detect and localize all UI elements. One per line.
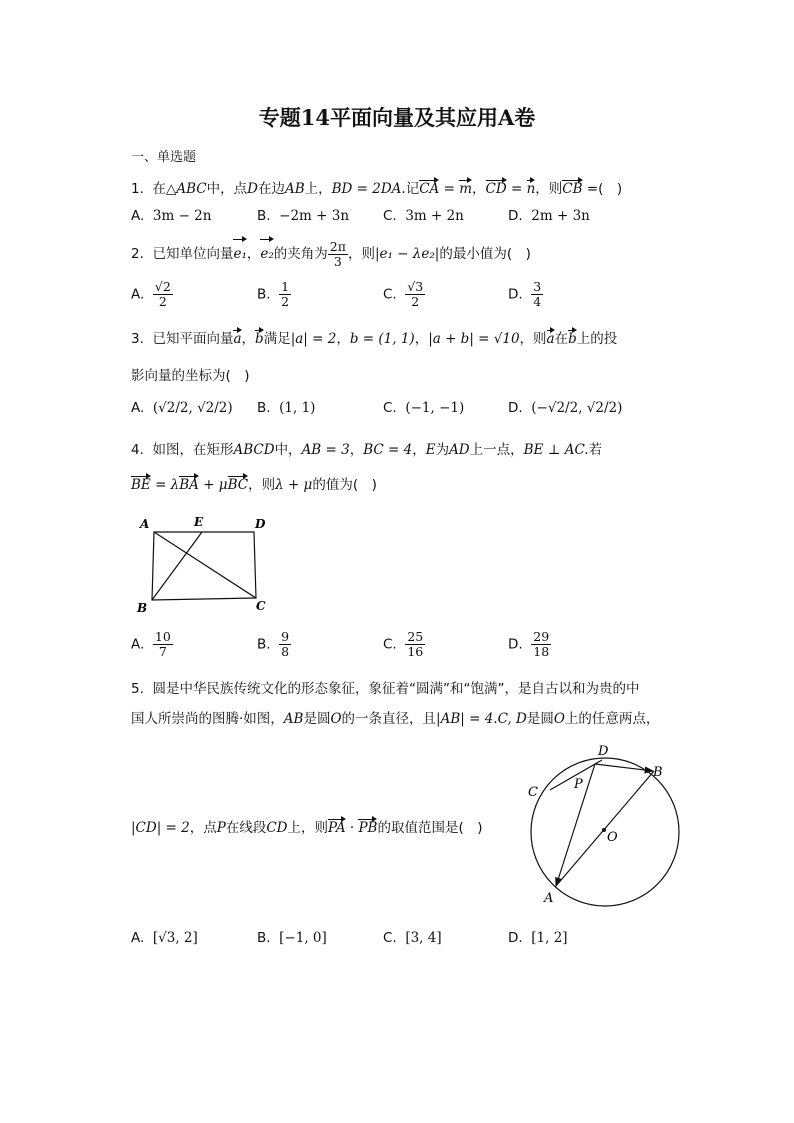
frac-num: 25 xyxy=(407,629,424,644)
q1-text: ，则 xyxy=(535,181,563,197)
q4-point-e: E xyxy=(425,442,436,458)
vector-pb xyxy=(595,764,653,771)
frac-num: √2 xyxy=(154,279,171,294)
q1-option-b[interactable] xyxy=(257,208,349,224)
q3-sep: ， xyxy=(241,331,256,347)
option-label: B. xyxy=(257,286,271,303)
q1-triangle: △ABC xyxy=(165,181,207,197)
q3-text: ，则 xyxy=(519,331,547,347)
q4-ab: AB = 3 xyxy=(301,442,350,458)
q4-text: 的值为( ) xyxy=(312,477,377,493)
q4-plus: + μ xyxy=(198,477,228,493)
q4-eq: = λ xyxy=(150,477,180,493)
q3-sum: |a + b| = √10 xyxy=(428,331,520,347)
label-b: B xyxy=(653,765,663,780)
option-value: [3, 4] xyxy=(405,930,442,946)
frac-num: 29 xyxy=(533,629,550,644)
question-3 xyxy=(131,327,617,347)
option-label: C. xyxy=(383,208,397,224)
q5-option-a[interactable] xyxy=(131,930,198,946)
q5-vector-pb: PB xyxy=(358,820,378,836)
circle-o xyxy=(531,758,679,906)
q5-text: 上，则 xyxy=(287,820,328,836)
q5-text: 圆是中华民族传统文化的形态象征，象征着“圆满”和“饱满”，是自古以和为贵的中 xyxy=(152,681,640,697)
label-b: B xyxy=(137,601,148,615)
frac-den: 8 xyxy=(281,644,290,659)
q3-line-2: 影向量的坐标为( ) xyxy=(131,368,250,384)
label-c: C xyxy=(256,599,266,613)
q5-p: P xyxy=(216,820,226,836)
frac-den: 4 xyxy=(533,294,542,309)
q1-text: 上， xyxy=(304,181,332,197)
option-label: A. xyxy=(131,208,145,224)
q3-option-b[interactable] xyxy=(257,400,315,416)
q5-option-d[interactable] xyxy=(508,930,568,946)
frac-num: 3 xyxy=(533,279,542,294)
q1-vector-cb: CB xyxy=(562,181,583,197)
option-value: (−1, −1) xyxy=(405,400,465,416)
frac-num: 9 xyxy=(281,629,290,644)
q5-o: O xyxy=(553,711,565,727)
q1-text: 中，点 xyxy=(206,181,248,197)
frac-den: 2 xyxy=(411,294,420,309)
q2-vector-e2: e₂ xyxy=(260,238,273,268)
label-c: C xyxy=(528,785,538,800)
option-label: D. xyxy=(508,208,523,224)
option-value: 3m − 2n xyxy=(152,208,212,224)
option-value: 3m + 2n xyxy=(405,208,464,224)
q4-rectangle-figure xyxy=(130,510,280,616)
q5-text: 是圆 xyxy=(303,711,331,727)
q2-option-b[interactable] xyxy=(257,280,291,309)
q5-text: 是圆 xyxy=(526,711,554,727)
q2-text: ，则 xyxy=(347,246,375,262)
option-label: A. xyxy=(131,400,145,416)
option-label: D. xyxy=(508,930,523,946)
frac-den: 16 xyxy=(407,644,424,659)
q1-tail: =( ) xyxy=(582,181,623,197)
question-number: 3. xyxy=(131,331,144,347)
segment-be xyxy=(152,532,202,600)
q4-lambda-mu: λ + μ xyxy=(275,477,313,493)
option-value: −2m + 3n xyxy=(279,208,350,224)
q1-vector-ca: CA xyxy=(419,181,440,197)
frac-num: 2π xyxy=(329,238,346,254)
q5-o: O xyxy=(330,711,342,727)
q4-vector-be: BE xyxy=(131,477,151,493)
q2-sep: ， xyxy=(246,246,261,262)
q2-option-a[interactable] xyxy=(131,280,173,309)
option-label: A. xyxy=(131,930,145,946)
q1-point-d: D xyxy=(247,181,258,197)
option-fraction xyxy=(405,630,425,659)
option-label: D. xyxy=(508,286,523,303)
q5-text: 在线段 xyxy=(225,820,267,836)
q2-angle xyxy=(328,240,348,269)
frac-den: 3 xyxy=(333,253,342,269)
option-value: [1, 2] xyxy=(531,930,568,946)
rectangle-outline xyxy=(152,532,256,600)
q5-circle-figure xyxy=(520,738,700,908)
option-label: C. xyxy=(383,400,397,416)
q4-text: 上一点， xyxy=(469,442,524,458)
question-1 xyxy=(131,177,622,197)
q5-line-3 xyxy=(131,816,483,836)
center-dot xyxy=(602,828,606,832)
option-fraction xyxy=(153,280,173,309)
question-number: 4. xyxy=(131,442,144,458)
label-d: D xyxy=(598,744,609,759)
q3-text: 在 xyxy=(554,331,569,347)
frac-den: 2 xyxy=(281,294,290,309)
q1-option-a[interactable] xyxy=(131,208,211,224)
q5-cd-condition: |CD| = 2 xyxy=(131,820,190,836)
section-heading: 一、单选题 xyxy=(131,150,197,165)
q4-text: 若 xyxy=(588,442,603,458)
q5-text: ，点 xyxy=(189,820,217,836)
label-e: E xyxy=(194,515,204,529)
option-label: A. xyxy=(131,636,145,653)
q5-option-c[interactable] xyxy=(383,930,442,946)
q5-vector-pa: PA xyxy=(327,820,346,836)
q3-text: 满足 xyxy=(263,331,291,347)
frac-den: 7 xyxy=(158,644,167,659)
q4-vector-ba: BA xyxy=(179,477,199,493)
option-label: D. xyxy=(508,636,523,653)
q1-segment-ab: AB xyxy=(284,181,305,197)
label-o: O xyxy=(607,830,618,845)
option-label: D. xyxy=(508,400,523,416)
frac-den: 2 xyxy=(158,294,167,309)
option-fraction xyxy=(531,630,551,659)
diagonal-ac xyxy=(154,532,256,598)
q5-text: 上的任意两点， xyxy=(564,711,660,727)
q3-vector-a: a xyxy=(546,331,555,347)
label-a: A xyxy=(544,891,554,906)
q2-vector-e1: e₁ xyxy=(233,238,246,268)
option-label: C. xyxy=(383,636,397,653)
frac-num: 1 xyxy=(281,279,290,294)
q2-text: 的夹角为 xyxy=(273,246,328,262)
option-label: B. xyxy=(257,208,271,224)
q1-eq: = xyxy=(506,181,527,197)
q4-line-2 xyxy=(131,473,377,493)
question-2 xyxy=(131,238,531,269)
q2-text: 已知单位向量 xyxy=(152,246,234,262)
option-value: (√2/2, √2/2) xyxy=(152,400,233,416)
q3-text: 已知平面向量 xyxy=(152,331,234,347)
q1-vector-n: n xyxy=(526,181,536,197)
option-value: 2m + 3n xyxy=(531,208,590,224)
option-label: B. xyxy=(257,930,271,946)
q5-option-b[interactable] xyxy=(257,930,327,946)
option-label: C. xyxy=(383,286,397,303)
q3-option-a[interactable] xyxy=(131,400,233,416)
label-d: D xyxy=(255,517,266,531)
q1-condition: BD = 2DA. xyxy=(331,181,406,197)
option-label: A. xyxy=(131,286,145,303)
option-label: B. xyxy=(257,636,271,653)
option-fraction xyxy=(531,280,543,309)
q5-text: 的取值范围是( ) xyxy=(377,820,483,836)
q3-b-value: b = (1, 1) xyxy=(349,331,415,347)
q4-perp: BE ⊥ AC. xyxy=(523,442,589,458)
q1-option-d[interactable] xyxy=(508,208,590,224)
label-a: A xyxy=(140,517,150,531)
q1-eq: = xyxy=(439,181,460,197)
option-value: [√3, 2] xyxy=(152,930,198,946)
q3-option-c[interactable] xyxy=(383,400,464,416)
q5-text: 国人所崇尚的图腾·如图， xyxy=(131,711,284,727)
q2-expression: |e₁ − λe₂| xyxy=(374,246,440,262)
q4-text: 如图，在矩形 xyxy=(152,442,234,458)
q5-text: 的一条直径，且 xyxy=(341,711,437,727)
q1-vector-m: m xyxy=(459,181,473,197)
q4-vector-bc: BC xyxy=(227,477,249,493)
q3-vector-b: b xyxy=(568,331,577,347)
q5-condition: |AB| = 4.C, D xyxy=(436,711,527,727)
q4-text: ，则 xyxy=(248,477,276,493)
q3-vector-b: b xyxy=(255,331,264,347)
question-number: 2. xyxy=(131,246,144,262)
option-value: [−1, 0] xyxy=(279,930,327,946)
question-number: 1. xyxy=(131,181,144,197)
q4-ad: AD xyxy=(449,442,470,458)
frac-den: 18 xyxy=(533,644,550,659)
option-label: C. xyxy=(383,930,397,946)
q5-ab: AB xyxy=(283,711,304,727)
option-fraction xyxy=(279,280,291,309)
question-number: 5. xyxy=(131,681,144,697)
q5-dot: · xyxy=(345,820,359,836)
q3-option-d[interactable] xyxy=(508,400,622,416)
option-value: (1, 1) xyxy=(279,400,316,416)
q1-option-c[interactable] xyxy=(383,208,464,224)
option-fraction xyxy=(279,630,291,659)
option-fraction xyxy=(405,280,425,309)
frac-num: √3 xyxy=(407,279,424,294)
q4-text: 中， xyxy=(274,442,302,458)
q2-option-c[interactable] xyxy=(383,280,425,309)
label-p: P xyxy=(574,777,583,792)
page-title: 专题14平面向量及其应用A卷 xyxy=(258,105,536,130)
q3-sep: ， xyxy=(414,331,429,347)
q3-text: 上的投 xyxy=(576,331,618,347)
q4-bc: BC = 4 xyxy=(363,442,413,458)
q4-rectangle: ABCD xyxy=(233,442,275,458)
question-5 xyxy=(131,677,639,697)
q2-option-d[interactable] xyxy=(508,280,543,309)
q4-option-a[interactable] xyxy=(131,630,173,659)
q4-text: 为 xyxy=(435,442,450,458)
q3-abs-a: |a| = 2 xyxy=(290,331,337,347)
frac-num: 10 xyxy=(154,629,171,644)
q1-text: 在 xyxy=(152,181,166,197)
option-label: B. xyxy=(257,400,271,416)
q3-vector-a: a xyxy=(233,331,242,347)
q4-option-d[interactable] xyxy=(508,630,551,659)
q1-text: 记 xyxy=(405,181,420,197)
q4-option-b[interactable] xyxy=(257,630,291,659)
q5-cd: CD xyxy=(266,820,288,836)
q5-line-2 xyxy=(131,707,659,727)
q1-text: 在边 xyxy=(257,181,285,197)
q4-option-c[interactable] xyxy=(383,630,425,659)
q1-vector-cd: CD xyxy=(485,181,507,197)
question-4: 4. 如图，在矩形ABCD中，AB = 3，BC = 4，E为AD上一点，BE ⊥ AC.若 xyxy=(131,442,603,458)
q2-text: 的最小值为( ) xyxy=(439,246,531,262)
option-value: (−√2/2, √2/2) xyxy=(531,400,623,416)
option-fraction xyxy=(153,630,173,659)
q3-sep: ， xyxy=(336,331,350,347)
q1-sep: ， xyxy=(472,181,486,197)
